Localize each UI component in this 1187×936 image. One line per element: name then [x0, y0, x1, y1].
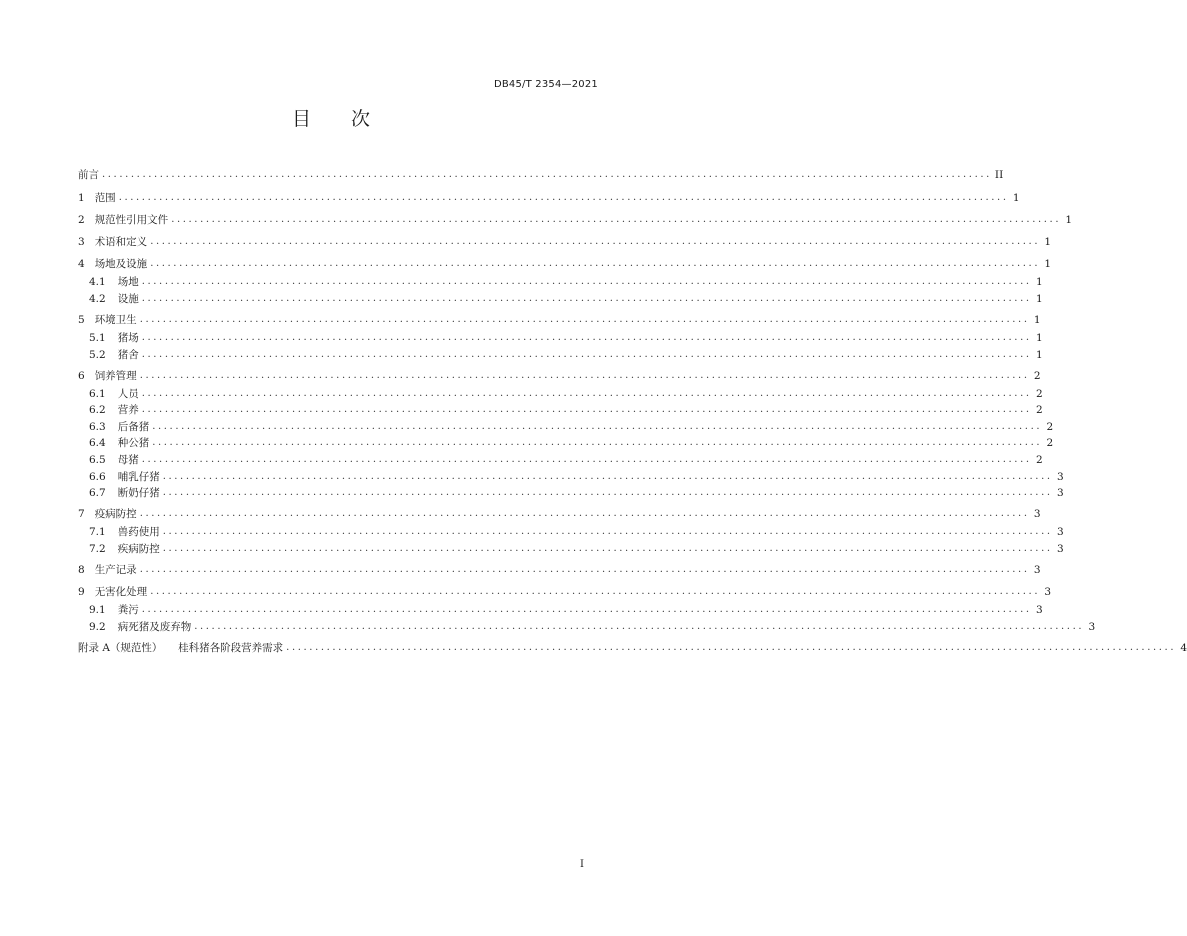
toc-entry-page: 3 [1035, 604, 1043, 616]
toc-entry-5-1[interactable] [89, 331, 1043, 345]
toc-leader-dots: .......................................................................................................................................................... [150, 258, 1041, 269]
toc-entry-label: 附录 A（规范性） 桂科猪各阶段营养需求 [78, 642, 284, 654]
toc-leader-dots: .......................................................................................................................................................... [141, 454, 1032, 465]
toc-entry-number: 5.1 [89, 332, 106, 344]
toc-entry-page: 3 [1056, 487, 1064, 499]
toc-entry-page: 1 [1035, 293, 1043, 305]
toc-leader-dots: .......................................................................................................................................................... [286, 642, 1177, 653]
toc-entry-label: 疫病防控 [94, 508, 137, 520]
toc-leader-dots: .......................................................................................................................................................... [139, 314, 1030, 325]
toc-leader-dots: .......................................................................................................................................................... [141, 293, 1032, 304]
toc-entry-label: 病死猪及废弃物 [117, 621, 192, 633]
title-char-2: 次 [351, 108, 371, 130]
toc-entry-number: 7 [78, 508, 85, 520]
toc-entry-label: 规范性引用文件 [94, 214, 169, 226]
toc-entry-9[interactable] [78, 585, 1052, 599]
toc-entry-page: 3 [1056, 471, 1064, 483]
toc-leader-dots: .......................................................................................................................................................... [162, 487, 1053, 498]
toc-entry-number: 6.2 [89, 404, 106, 416]
toc-entry-page: 4 [1180, 642, 1187, 654]
toc-entry-page: 3 [1033, 564, 1041, 576]
toc-entry-6[interactable] [78, 369, 1041, 383]
toc-entry-number: 9 [78, 586, 85, 598]
toc-entry-page: 3 [1056, 526, 1064, 538]
toc-entry-label: 术语和定义 [94, 236, 148, 248]
toc-entry-label: 环境卫生 [94, 314, 137, 326]
toc-entry-page: 1 [1044, 258, 1052, 270]
toc-entry-label: 断奶仔猪 [117, 487, 160, 499]
toc-leader-dots: .......................................................................................................................................................... [118, 192, 1009, 203]
toc-entry-page: 2 [1035, 454, 1043, 466]
toc-entry-page: 2 [1033, 370, 1041, 382]
toc-entry-number: 6.4 [89, 437, 106, 449]
toc-leader-dots: .......................................................................................................................................................... [162, 543, 1053, 554]
toc-leader-dots: .......................................................................................................................................................... [141, 388, 1032, 399]
page-title [0, 104, 662, 131]
toc-leader-dots: .......................................................................................................................................................... [141, 404, 1032, 415]
toc-entry-page: 1 [1065, 214, 1073, 226]
toc-entry-page: 3 [1033, 508, 1041, 520]
toc-leader-dots: .......................................................................................................................................................... [152, 437, 1043, 448]
toc-entry-label: 无害化处理 [94, 586, 148, 598]
toc-entry-number: 4.2 [89, 293, 106, 305]
toc-entry-number: 6.5 [89, 454, 106, 466]
toc-entry-number: 1 [78, 192, 85, 204]
toc-leader-dots: .......................................................................................................................................................... [102, 169, 992, 180]
toc-leader-dots: .......................................................................................................................................................... [194, 621, 1085, 632]
toc-entry-label: 猪场 [117, 332, 139, 344]
toc-entry-label: 兽药使用 [117, 526, 160, 538]
toc-leader-dots: .......................................................................................................................................................... [141, 276, 1032, 287]
toc-leader-dots: .......................................................................................................................................................... [141, 604, 1032, 615]
toc-leader-dots: .......................................................................................................................................................... [162, 526, 1053, 537]
toc-entry-number: 6.6 [89, 471, 106, 483]
toc-entry-page: 1 [1035, 332, 1043, 344]
toc-entry-page: 2 [1035, 388, 1043, 400]
toc-entry-label: 生产记录 [94, 564, 137, 576]
toc-entry-9-1[interactable] [89, 603, 1043, 617]
toc-entry-5[interactable] [78, 313, 1041, 327]
toc-entry-number: 5 [78, 314, 85, 326]
toc-entry-label: 粪污 [117, 604, 139, 616]
toc-entry-label: 前言 [78, 169, 99, 181]
toc-leader-dots: .......................................................................................................................................................... [171, 214, 1062, 225]
toc-entry-page: 3 [1056, 543, 1064, 555]
toc-entry-number: 6.3 [89, 421, 106, 433]
toc-entry-6-7[interactable] [89, 486, 1064, 500]
toc-entry-foreword[interactable] [78, 168, 1004, 182]
toc-entry-1[interactable] [78, 191, 1020, 205]
toc-leader-dots: .......................................................................................................................................................... [139, 508, 1030, 519]
title-char-1: 目 [291, 108, 311, 130]
toc-entry-page: 2 [1046, 421, 1054, 433]
toc-entry-5-2[interactable] [89, 348, 1043, 362]
toc-entry-6-6[interactable] [89, 470, 1064, 484]
toc-entry-appendix-a[interactable] [78, 641, 1187, 655]
toc-entry-number: 6 [78, 370, 85, 382]
page-number: I [580, 859, 584, 870]
toc-entry-4-1[interactable] [89, 275, 1043, 289]
toc-entry-number: 4.1 [89, 276, 106, 288]
toc-entry-number: 9.2 [89, 621, 106, 633]
toc-entry-label: 人员 [117, 388, 139, 400]
toc-entry-8[interactable] [78, 563, 1041, 577]
toc-entry-page: II [994, 169, 1004, 181]
toc-entry-page: 2 [1035, 404, 1043, 416]
toc-entry-6-3[interactable] [89, 420, 1054, 434]
toc-leader-dots: .......................................................................................................................................................... [150, 586, 1041, 597]
toc-leader-dots: .......................................................................................................................................................... [139, 564, 1030, 575]
toc-entry-label: 母猪 [117, 454, 139, 466]
toc-entry-2[interactable] [78, 213, 1073, 227]
toc-entry-label: 后备猪 [117, 421, 150, 433]
document-number: DB45/T 2354—2021 [493, 79, 598, 90]
toc-leader-dots: .......................................................................................................................................................... [141, 349, 1032, 360]
toc-entry-4[interactable] [78, 257, 1052, 271]
toc-entry-6-5[interactable] [89, 453, 1043, 467]
toc-entry-number: 4 [78, 258, 85, 270]
toc-entry-number: 3 [78, 236, 85, 248]
toc-entry-page: 1 [1035, 349, 1043, 361]
toc-entry-number: 9.1 [89, 604, 106, 616]
toc-leader-dots: .......................................................................................................................................................... [141, 332, 1032, 343]
toc-entry-page: 1 [1044, 236, 1052, 248]
toc-entry-page: 3 [1088, 621, 1096, 633]
toc-entry-label: 疾病防控 [117, 543, 160, 555]
toc-entry-number: 6.1 [89, 388, 106, 400]
toc-entry-9-2[interactable] [89, 620, 1096, 634]
toc-leader-dots: .......................................................................................................................................................... [139, 370, 1030, 381]
toc-entry-page: 1 [1012, 192, 1020, 204]
toc-entry-7-1[interactable] [89, 525, 1064, 539]
toc-leader-dots: .......................................................................................................................................................... [162, 471, 1053, 482]
toc-entry-6-2[interactable] [89, 403, 1043, 417]
toc-entry-number: 5.2 [89, 349, 106, 361]
toc-entry-page: 2 [1046, 437, 1054, 449]
toc-leader-dots: .......................................................................................................................................................... [150, 236, 1041, 247]
toc-entry-label: 设施 [117, 293, 139, 305]
toc-entry-number: 6.7 [89, 487, 106, 499]
toc-entry-page: 1 [1035, 276, 1043, 288]
toc-entry-3[interactable] [78, 235, 1052, 249]
toc-entry-label: 场地及设施 [94, 258, 148, 270]
toc-entry-number: 2 [78, 214, 85, 226]
toc-entry-number: 7.2 [89, 543, 106, 555]
toc-entry-7[interactable] [78, 507, 1041, 521]
toc-entry-7-2[interactable] [89, 542, 1064, 556]
toc-entry-label: 范围 [94, 192, 116, 204]
toc-entry-4-2[interactable] [89, 292, 1043, 306]
toc-entry-label: 哺乳仔猪 [117, 471, 160, 483]
toc-entry-label: 种公猪 [117, 437, 150, 449]
toc-entry-6-4[interactable] [89, 436, 1054, 450]
toc-entry-page: 1 [1033, 314, 1041, 326]
toc-entry-label: 场地 [117, 276, 139, 288]
toc-entry-page: 3 [1044, 586, 1052, 598]
toc-entry-number: 7.1 [89, 526, 106, 538]
toc-entry-number: 8 [78, 564, 85, 576]
toc-entry-label: 营养 [117, 404, 139, 416]
toc-entry-label: 饲养管理 [94, 370, 137, 382]
toc-leader-dots: .......................................................................................................................................................... [152, 421, 1043, 432]
toc-entry-label: 猪舍 [117, 349, 139, 361]
toc-entry-6-1[interactable] [89, 387, 1043, 401]
